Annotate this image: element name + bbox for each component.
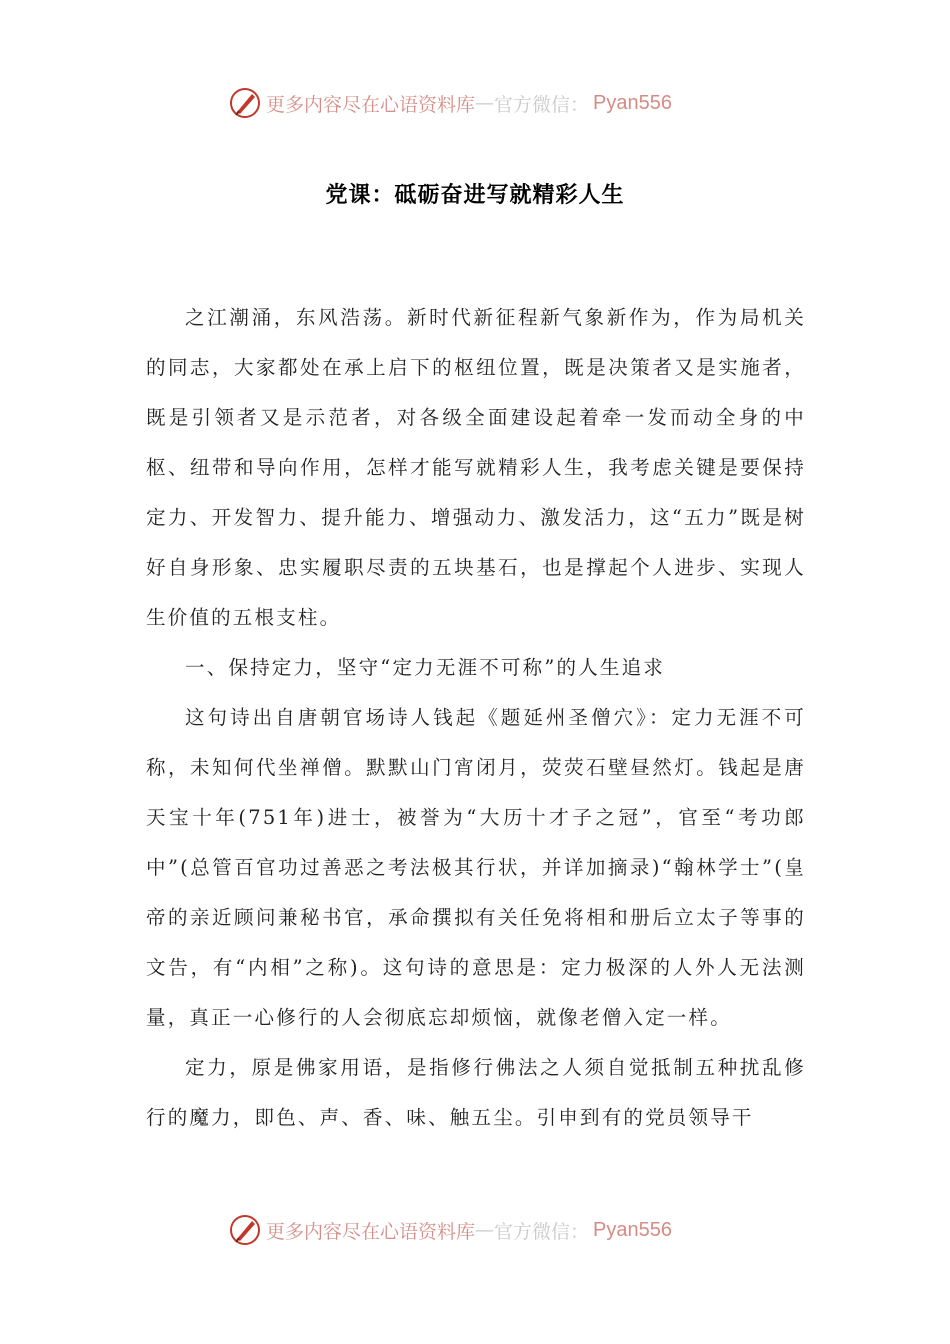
banner-separator: —: [475, 1219, 495, 1241]
quill-pen-logo-icon: [228, 86, 262, 120]
watermark-banner-bottom: [228, 1212, 728, 1248]
banner-wechat-label: 官方微信：: [494, 93, 590, 116]
banner-separator: —: [475, 92, 495, 114]
watermark-banner-top: [228, 85, 728, 121]
paragraph-intro: 之江潮涌，东风浩荡。新时代新征程新气象新作为，作为局机关的同志，大家都处在承上启下的枢纽位置，既是决策者又是实施者，既是引领者又是示范者，对各级全面建设起着牵一发而动全身的中枢、纽带和导向作用，怎样才能写就精彩人生，我考虑关键是要保持定力、开发智力、提升能力、增强动力、激发活力，这“五力”既是树好自身形象、忠实履职尽责的五块基石，也是撑起个人进步、实现人生价值的五根支柱。: [146, 306, 806, 629]
document-title: 党课：砥砺奋进写就精彩人生: [325, 183, 625, 208]
banner-wechat-label: 官方微信：: [494, 1220, 590, 1243]
paragraph-dingli: 定力，原是佛家用语，是指修行佛法之人须自觉抵制五种扰乱修行的魔力，即色、声、香、味、触五尘。引申到有的党员领导干: [146, 1056, 806, 1129]
banner-wechat-id: Pyan556: [593, 91, 672, 114]
document-body: [146, 293, 806, 1143]
section-heading-1: 一、保持定力，坚守“定力无涯不可称”的人生追求: [185, 656, 666, 679]
paragraph-poem: 这句诗出自唐朝官场诗人钱起《题延州圣僧穴》：定力无涯不可称，未知何代坐禅僧。默默山门宵闭月，荧荧石壁昼然灯。钱起是唐天宝十年(751年)进士，被誉为“大历十才子之冠”，官至“考功郎中”(总管百官功过善恶之考法极其行状，并详加摘录)“翰林学士”(皇帝的亲近顾问兼秘书官，承命撰拟有关任免将相和册后立太子等事的文告，有“内相”之称)。这句诗的意思是：定力极深的人外人无法测量，真正一心修行的人会彻底忘却烦恼，就像老僧入定一样。: [146, 706, 806, 1029]
banner-wechat-id: Pyan556: [593, 1218, 672, 1241]
banner-text: 更多内容尽在心语资料库: [266, 93, 476, 116]
banner-text: 更多内容尽在心语资料库: [266, 1220, 476, 1243]
quill-pen-logo-icon: [228, 1213, 262, 1247]
